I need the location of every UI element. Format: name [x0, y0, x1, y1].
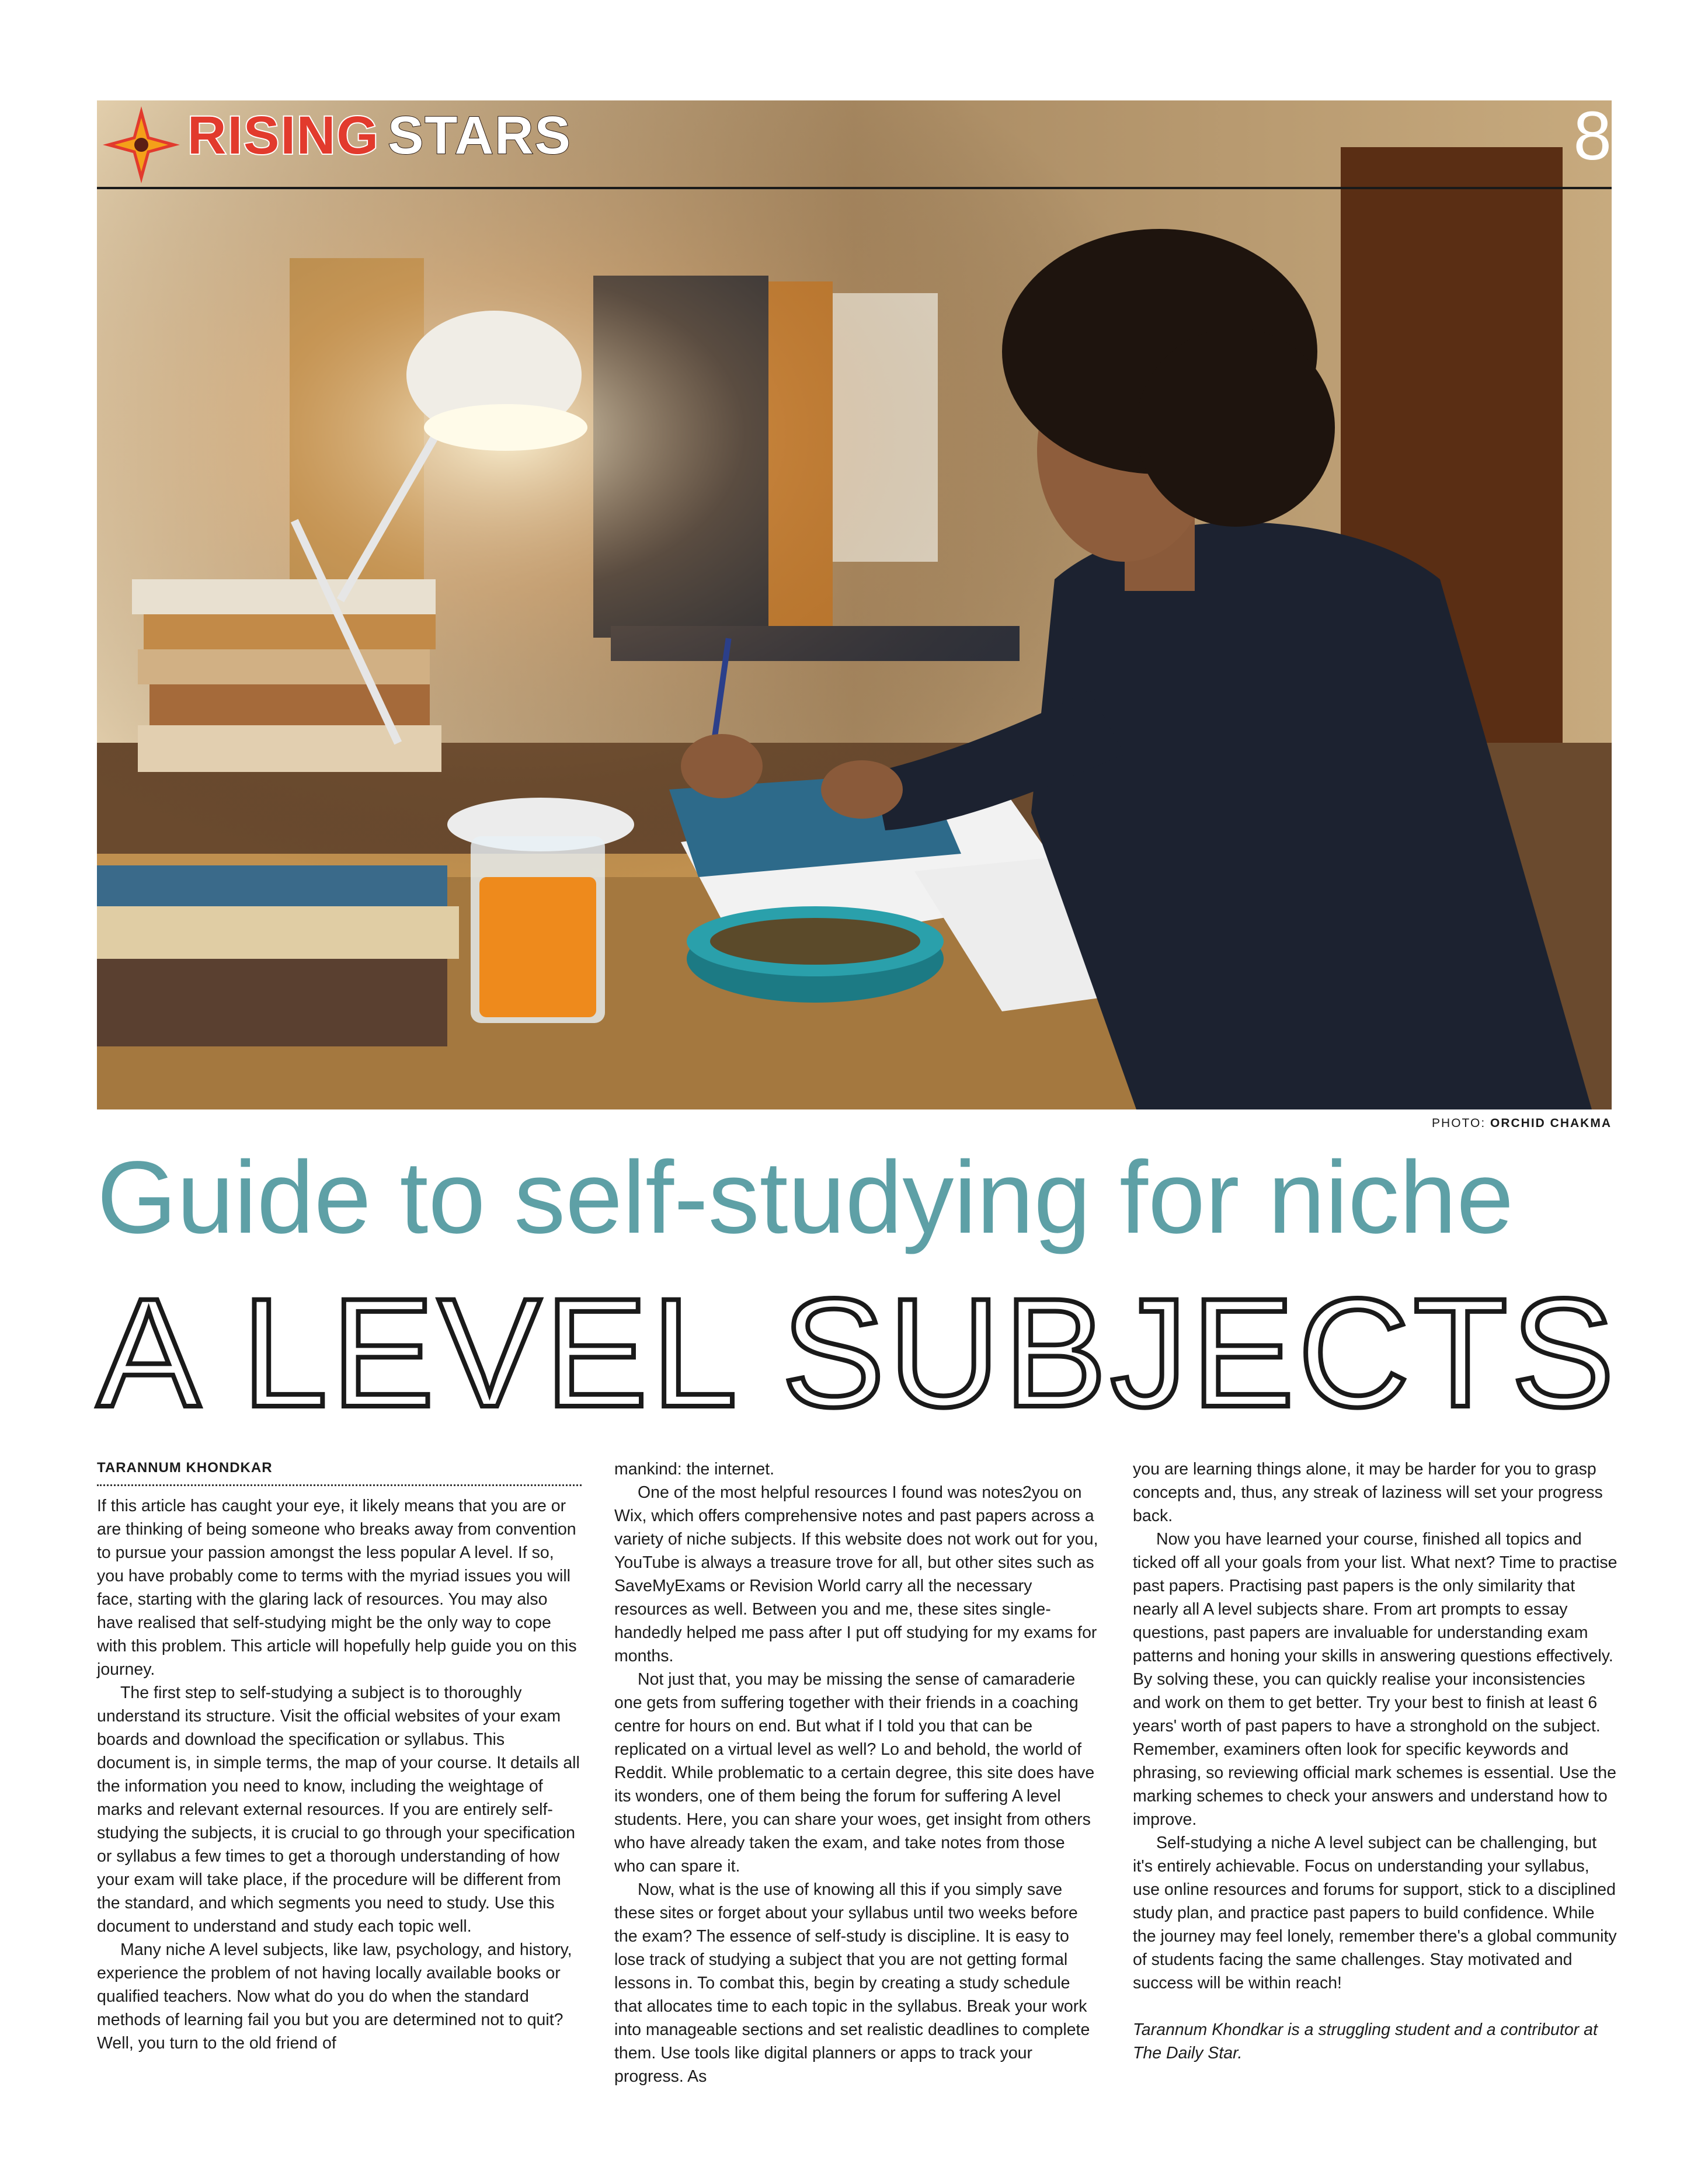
article-column-1: [97, 1458, 582, 2055]
page-number: 8: [1573, 98, 1612, 175]
star-logo-icon: [100, 104, 182, 186]
paragraph: One of the most helpful resources I found was notes2you on Wix, which offers comprehensive notes and past papers across a variety of niche subjects. If this website does not work out for you, YouTube is always a treasure trove for all, but other sites such as SaveMyExams or Revision World carry all the necessary resources as well. Between you and me, these sites single-handedly helped me pass after I put off studying for my exams for months.: [614, 1483, 1098, 1665]
byline: TARANNUM KHONDKAR: [97, 1460, 273, 1476]
paragraph: If this article has caught your eye, it likely means that you are or are thinking of being someone who breaks away from convention to pursue your passion amongst the less popular A level. If so, you have probably come to terms with the myriad issues you will face, starting with the glaring lack of resources. You may also have realised that self-studying might be the only way to cope with this problem. This article will hopefully help guide you on this journey.: [97, 1497, 577, 1679]
paragraph: Many niche A level subjects, like law, psychology, and history, experience the problem of not having locally available books or qualified teachers. Now what do you do when the standard methods of learning fail you but you are determined not to quit? Well, you turn to the old friend of: [97, 1940, 572, 2053]
brand-title: [187, 106, 572, 165]
photo-credit-label: PHOTO:: [1432, 1116, 1486, 1130]
masthead-rule: [97, 187, 1612, 189]
brand-stars: STARS: [387, 106, 572, 165]
author-bio: Tarannum Khondkar is a struggling student and a contributor at The Daily Star.: [1133, 2020, 1598, 2062]
hero-photo: [97, 100, 1612, 1109]
byline-divider: [97, 1484, 582, 1486]
paragraph: The first step to self-studying a subject is to thoroughly understand its structure. Visit the official websites of your exam boards and download the specification or syllabus. This document is, in simple terms, the map of your course. It details all the information you need to know, including the weightage of marks and relevant external resources. If you are entirely self-studying the subjects, it is crucial to go through your specification or syllabus a few times to get a thorough understanding of how your exam will take place, if the procedure will be different from the standard, and which segments you need to study. Use this document to understand and study each topic well.: [97, 1683, 580, 1936]
paragraph: Now, what is the use of knowing all this if you simply save these sites or forget about your syllabus until two weeks before the exam? The essence of self-study is discipline. It is easy to lose track of studying a subject that you are not getting formal lessons in. To combat this, begin by creating a study schedule that allocates time to each topic in the syllabus. Break your work into manageable sections and set realistic deadlines to complete them. Use tools like digital planners or apps to track your progress. As: [614, 1880, 1090, 2086]
paragraph: Now you have learned your course, finished all topics and ticked off all your goals from your list. What next? Time to practise past papers. Practising past papers is the only similarity that nearly all A level subjects share. From art prompts to essay questions, past papers are invaluable for understanding exam patterns and honing your skills in answering questions effectively. By solving these, you can quickly realise your inconsistencies and work on them to get better. Try your best to finish at least 6 years' worth of past papers to have a stronghold on the subject. Remember, examiners often look for specific keywords and phrasing, so reviewing official mark schemes is essential. Use the marking schemes to check your answers and understand how to improve.: [1133, 1530, 1617, 1829]
paragraph: Not just that, you may be missing the sense of camaraderie one gets from suffering together with their friends in a coaching centre for hours on end. But what if I told you that can be replicated on a virtual level as well? Lo and behold, the world of Reddit. While problematic to a certain degree, this site does have its wonders, one of them being the forum for suffering A level students. Here, you can share your woes, get insight from others who have already taken the exam, and take notes from those who can spare it.: [614, 1670, 1095, 1876]
headline-main: A LEVEL SUBJECTS: [97, 1267, 1618, 1439]
photo-credit-name: ORCHID CHAKMA: [1490, 1116, 1612, 1130]
photo-credit: [1432, 1116, 1612, 1131]
headline-kicker: Guide to self-studying for niche: [97, 1140, 1514, 1255]
paragraph: you are learning things alone, it may be harder for you to grasp concepts and, thus, any streak of laziness will set your progress back.: [1133, 1460, 1603, 1525]
study-scene-illustration: [97, 100, 1612, 1109]
paragraph: Self-studying a niche A level subject can be challenging, but it's entirely achievable. Focus on understanding your syllabus, use online resources and forums for support, stick to a disciplined study plan, and practice past papers to build confidence. While the journey may feel lonely, remember there's a global community of students facing the same challenges. Stay motivated and success will be within reach!: [1133, 1834, 1617, 1992]
masthead: [97, 100, 1612, 188]
paragraph: mankind: the internet.: [614, 1460, 775, 1479]
article-column-2: [614, 1458, 1099, 2088]
brand-rising: RISING: [187, 106, 380, 165]
article-column-3: [1133, 1458, 1617, 2065]
